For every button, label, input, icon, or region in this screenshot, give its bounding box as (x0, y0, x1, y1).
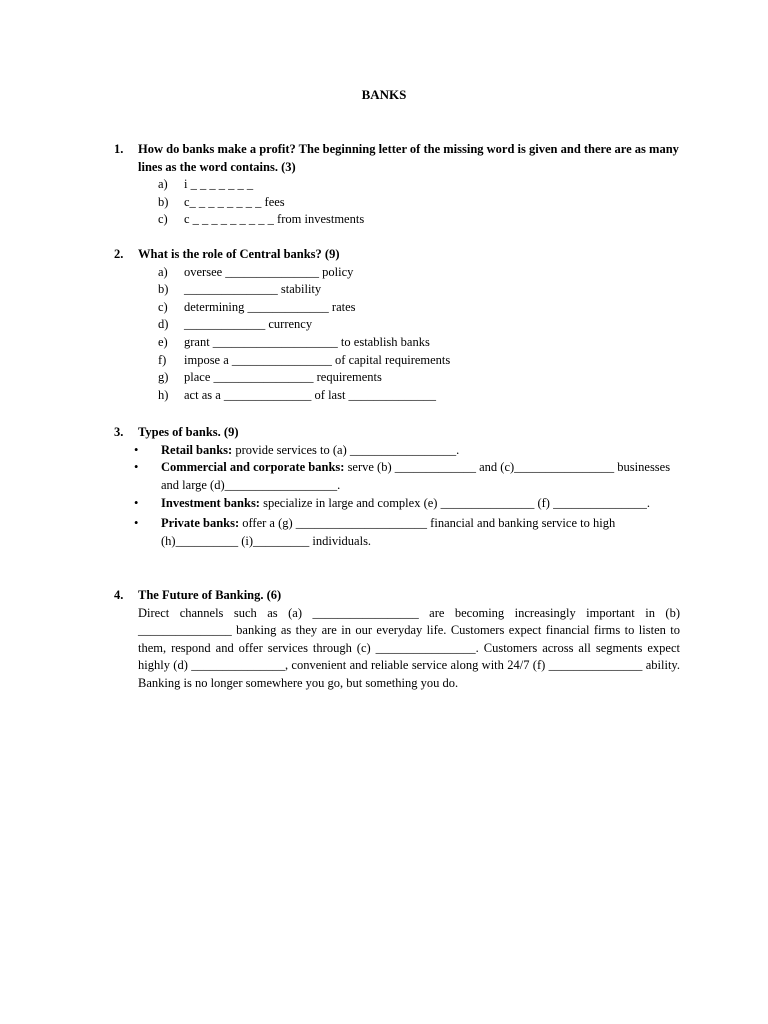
item-letter: a) (158, 177, 168, 192)
question-3-heading (114, 424, 680, 442)
question-text: How do banks make a profit? The beginning letter of the missing word is given and there are as many lines as the word contains. (3) (138, 142, 679, 174)
item-letter: a) (158, 264, 168, 279)
bullet-item (134, 495, 680, 513)
item-text: determining _____________ rates (184, 299, 356, 314)
item-letter: c) (158, 299, 168, 314)
list-item (158, 281, 680, 299)
bullet-item (134, 515, 680, 550)
question-4 (114, 587, 680, 693)
item-letter: h) (158, 387, 169, 402)
bank-type-label: Investment banks: (161, 496, 260, 511)
list-item (158, 369, 680, 387)
question-2 (114, 246, 680, 404)
bullet-icon: • (134, 460, 139, 475)
list-item (158, 299, 680, 317)
list-item (158, 176, 680, 194)
question-text: What is the role of Central banks? (9) (138, 247, 340, 261)
question-4-heading (114, 587, 680, 605)
item-text: c_ _ _ _ _ _ _ _ fees (184, 194, 285, 209)
list-item (158, 387, 680, 405)
item-text: c _ _ _ _ _ _ _ _ _ from investments (184, 212, 365, 227)
bullet-icon: • (134, 496, 139, 511)
item-text: _______________ stability (184, 282, 322, 297)
question-3-items (114, 442, 680, 551)
question-1 (114, 141, 680, 229)
item-text: impose a ________________ of capital requirements (184, 352, 451, 367)
bank-type-label: Retail banks: (161, 442, 233, 457)
item-text: grant ____________________ to establish banks (184, 334, 430, 349)
item-letter: e) (158, 334, 168, 349)
bank-type-description: offer a (g) _____________________ financial and banking service to high (h)__________ (i)_________ individuals. (161, 515, 616, 548)
page-title: BANKS (361, 87, 407, 102)
list-item (158, 211, 680, 229)
item-text: act as a ______________ of last ______________ (184, 387, 437, 402)
question-2-heading (114, 246, 680, 264)
bank-type-label: Commercial and corporate banks: (161, 460, 345, 475)
question-1-items (114, 176, 680, 229)
bullet-item (134, 459, 680, 494)
question-1-heading (114, 141, 680, 176)
list-item (158, 334, 680, 352)
list-item (158, 264, 680, 282)
item-letter: d) (158, 317, 169, 332)
item-letter: b) (158, 282, 169, 297)
question-2-items (114, 264, 680, 405)
question-3 (114, 424, 680, 550)
item-text: oversee _______________ policy (184, 264, 354, 279)
bank-type-description: serve (b) _____________ and (c)________________ businesses and large (d)__________________. (161, 460, 671, 492)
question-4-paragraph: Direct channels such as (a) _________________ are becoming increasingly important in (b) _______________ banking as they are in our everyday life. Customers expect financial firms to listen to them, respond and offer services through (c) ________________. Customers across all segments expect highly (d) _______________, convenient and reliable service along with 24/7 (f) _______________ ability. Banking is no longer somewhere you go, but something you do. (138, 605, 680, 690)
list-item (158, 352, 680, 370)
question-number: 2. (114, 247, 124, 261)
item-letter: f) (158, 352, 167, 367)
question-number: 3. (114, 425, 124, 439)
item-letter: b) (158, 194, 169, 209)
item-text: _____________ currency (184, 317, 313, 332)
question-number: 4. (114, 588, 124, 602)
item-text: i _ _ _ _ _ _ _ (184, 177, 254, 192)
bank-type-description: provide services to (a) _________________. (232, 442, 460, 457)
item-text: place ________________ requirements (184, 370, 382, 385)
question-number: 1. (114, 142, 124, 156)
question-text: Types of banks. (9) (138, 425, 239, 439)
item-letter: g) (158, 370, 169, 385)
bullet-icon: • (134, 515, 139, 530)
list-item (158, 194, 680, 212)
bank-type-description: specialize in large and complex (e) _______________ (f) _______________. (259, 496, 650, 511)
question-text: The Future of Banking. (6) (138, 588, 282, 602)
item-letter: c) (158, 212, 168, 227)
bullet-item (134, 442, 680, 460)
bank-type-label: Private banks: (161, 515, 240, 530)
list-item (158, 316, 680, 334)
bullet-icon: • (134, 442, 139, 457)
